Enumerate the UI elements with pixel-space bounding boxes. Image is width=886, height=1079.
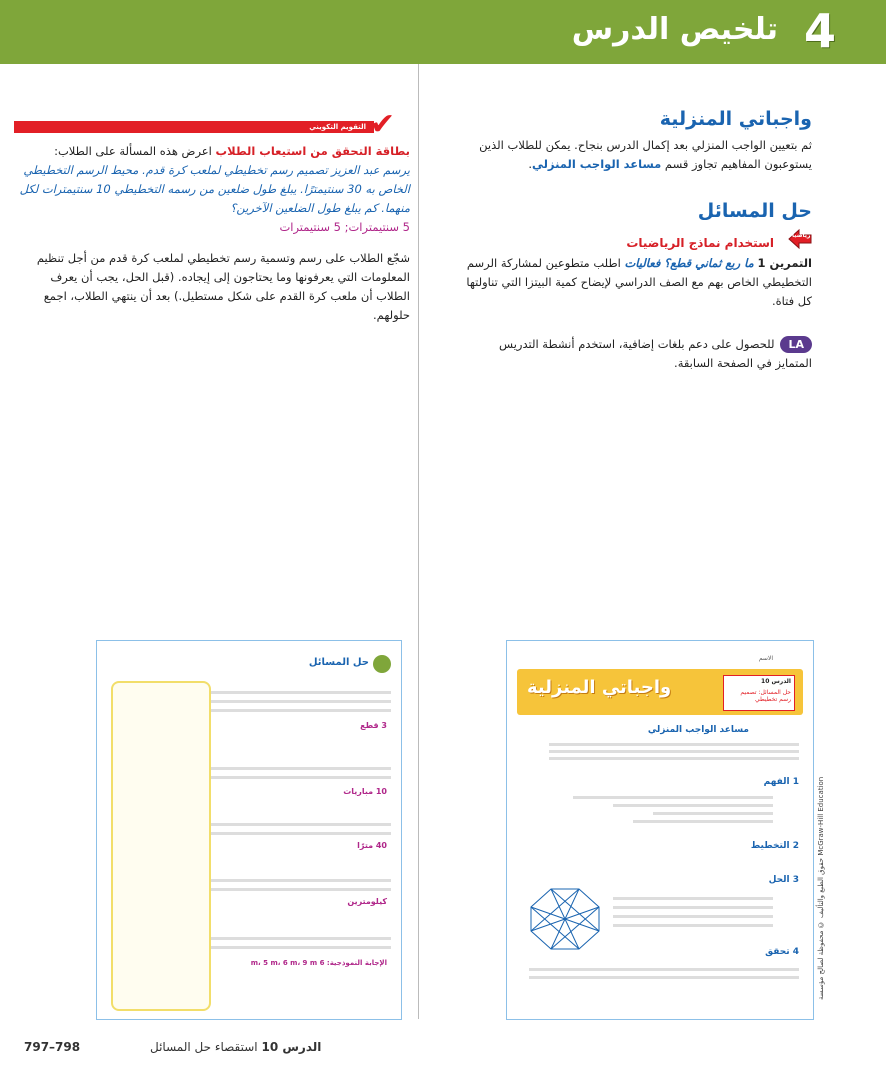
homework-section <box>462 108 812 174</box>
globe-icon <box>373 655 391 673</box>
homework-text: ثم بتعيين الواجب المنزلي بعد إكمال الدرس بنجاح. يمكن للطلاب الذين يستوعبون المفاهيم تجاوز قسم مساعد الواجب المنزلي. <box>479 138 812 171</box>
problem-page-thumbnail: حل المسائل 3 قطع 10 مباريات 40 مترًا كيلومترين الإجابة النموذجية: 6 m، 5 m، 6 m، 9 m <box>96 640 402 1020</box>
thumb-banner-title: واجباتي المنزلية <box>527 677 672 698</box>
card-intro: بطاقة التحقق من استيعاب الطلاب اعرض هذه المسألة على الطلاب: <box>54 144 410 158</box>
copyright-side-text: حقوق الطبع والتأليف © محفوظة لصالح مؤسسة McGraw-Hill Education <box>817 776 825 1000</box>
la-badge: LA <box>780 336 812 353</box>
homework-heading: واجباتي المنزلية <box>659 108 812 130</box>
homework-helper-link[interactable]: مساعد الواجب المنزلي <box>531 157 662 171</box>
card-answer: 5 سنتيمترات; 5 سنتيمترات <box>279 220 410 234</box>
footer-lesson: الدرس 10 استقصاء حل المسائل <box>150 1040 322 1054</box>
math-models-subheading: استخدام نماذج الرياضيات <box>626 236 774 250</box>
lesson-number: 4 <box>803 4 836 58</box>
checkmark-icon: ✔ <box>370 107 396 142</box>
problem-solving-heading: حل المسائل <box>697 200 812 222</box>
card-problem: يرسم عبد العزيز تصميم رسم تخطيطي لملعب كرة قدم. محيط الرسم التخطيطي الخاص به 30 سنتيمترًا. يبلغ طول ضلعين من رسمه التخطيطي 10 سنتيمترات لكل منهما. كم يبلغ طول الضلعين الآخرين؟ <box>19 163 410 215</box>
math-practice-label: رياضيات <box>786 232 811 239</box>
exercise-1: التمرين 1 ما ربع ثماني قطع؟ فعاليات اطلب متطوعين لمشاركة الرسم التخطيطي الخاص بهم مع الصف الدراسي لإيضاح كمية البيتزا التي تناولتها كل فتاة. <box>466 256 812 308</box>
card-title: بطاقة التحقق من استيعاب الطلاب <box>215 144 410 158</box>
formative-paragraph: شجّع الطلاب على رسم وتسمية رسم تخطيطي لملعب كرة قدم من أجل تنظيم المعلومات التي يعرفونها وما يحتاجون إلى إيجاده. (قبل الحل، يجب أن يعرف الطلاب أن ملعب كرة القدم على شكل مستطيل.) بعد أن ينتهي الطلاب، اجمع حلولهم. <box>36 251 410 322</box>
thumb-workspace <box>111 681 211 1011</box>
formative-ribbon: التقويم التكويني <box>14 121 374 133</box>
problem-solving-section <box>462 200 812 373</box>
la-support: LAللحصول على دعم بلغات إضافية، استخدم أنشطة التدريس المتمايز في الصفحة السابقة. <box>499 337 812 370</box>
page-title: تلخيص الدرس <box>571 12 778 47</box>
octagon-diagram-icon <box>529 887 601 951</box>
footer-page-numbers: 797–798 <box>24 1040 81 1054</box>
column-divider <box>418 64 419 1019</box>
homework-page-thumbnail: الاسم واجباتي المنزلية الدرس 10 حل المسائل: تصميم رسم تخطيطي مساعد الواجب المنزلي 1 الفهم 2 التخطيط 3 الحل 4 تحقق <box>506 640 814 1020</box>
formative-card <box>14 142 410 325</box>
lesson-header <box>0 0 886 64</box>
